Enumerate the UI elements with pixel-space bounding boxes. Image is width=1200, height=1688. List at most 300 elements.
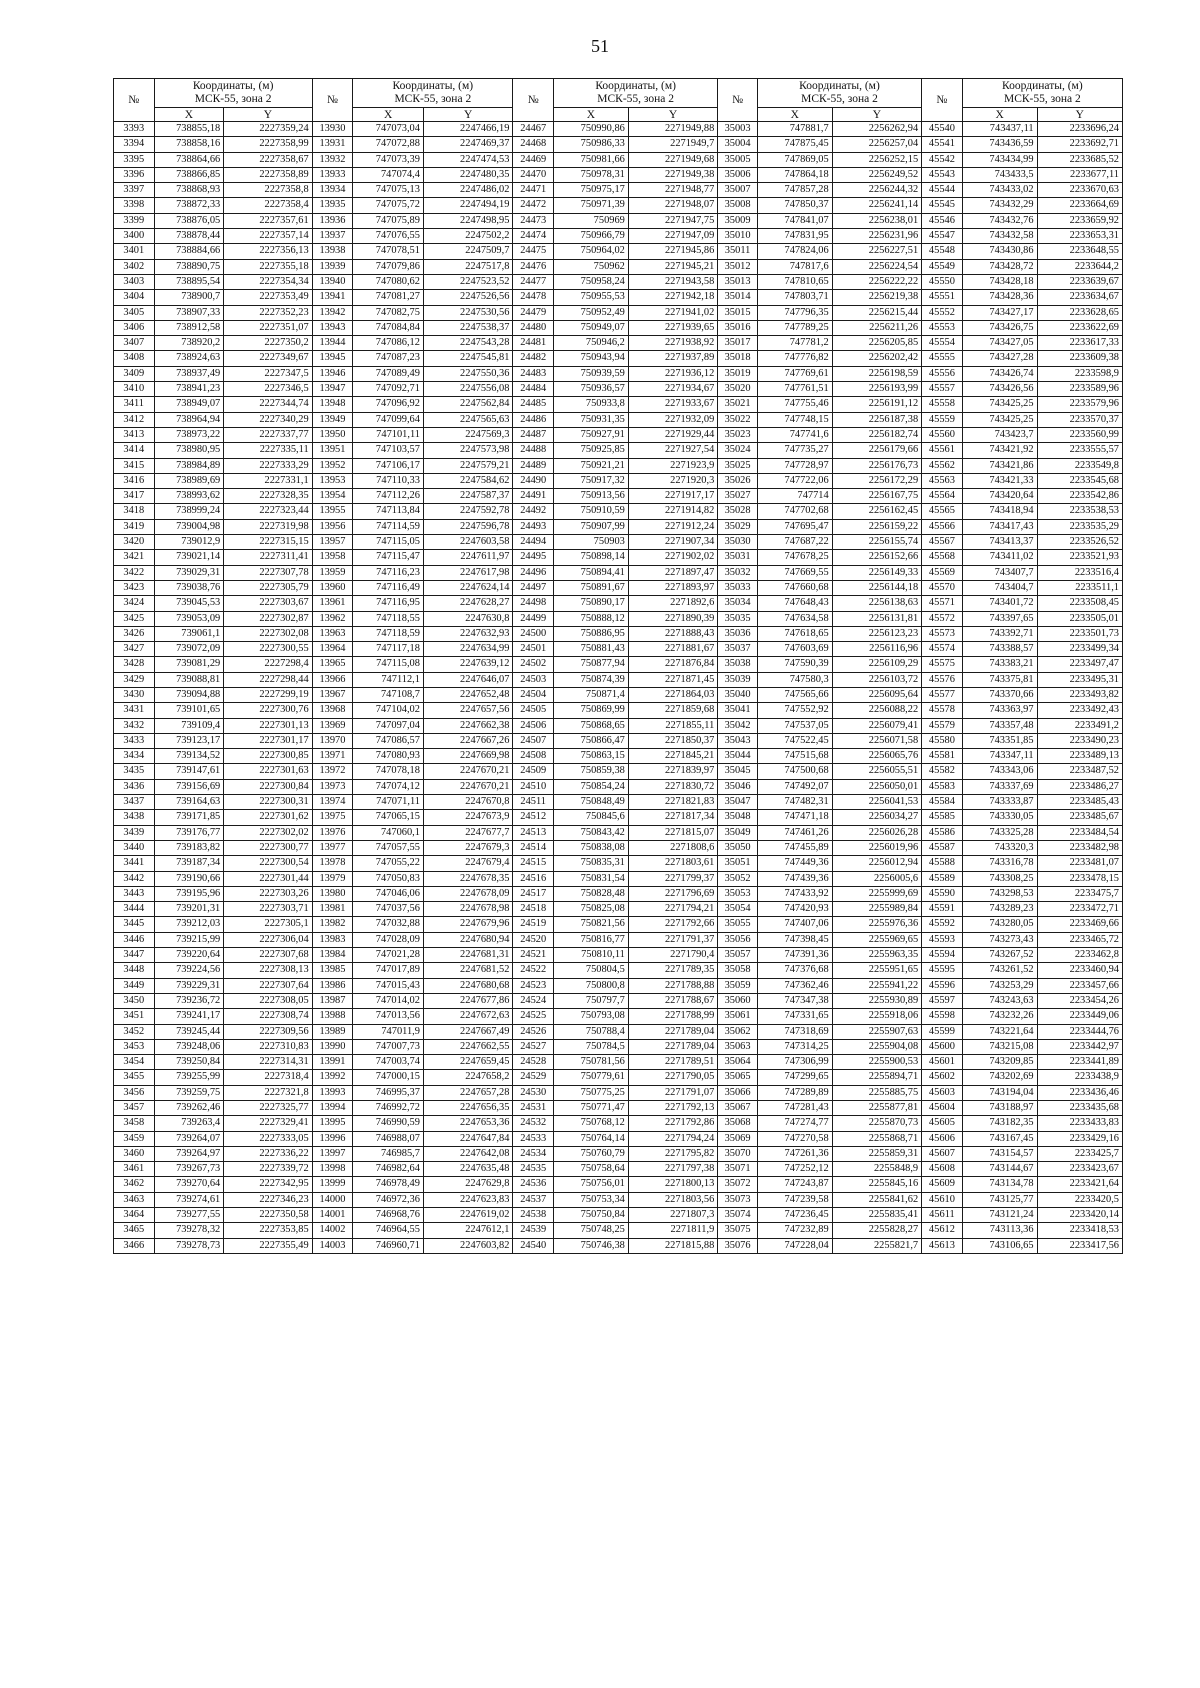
coord-x: 747391,36 <box>757 948 832 963</box>
coord-x: 743182,35 <box>962 1116 1037 1131</box>
coord-x: 750955,53 <box>553 290 628 305</box>
point-number: 45551 <box>922 290 963 305</box>
point-number: 3414 <box>114 443 155 458</box>
coord-x: 747000,15 <box>353 1070 424 1085</box>
coord-x: 743397,65 <box>962 611 1037 626</box>
table-row <box>114 443 1123 458</box>
point-number: 13988 <box>312 1009 353 1024</box>
point-number: 3393 <box>114 122 155 137</box>
coord-x: 747318,69 <box>757 1024 832 1039</box>
coord-x: 747072,88 <box>353 137 424 152</box>
coord-y: 2271907,34 <box>628 535 717 550</box>
coord-y: 2227358,89 <box>224 167 312 182</box>
coord-y: 2247653,36 <box>423 1116 512 1131</box>
point-number: 24517 <box>513 886 554 901</box>
coord-y: 2227308,05 <box>224 993 312 1008</box>
coord-y: 2256176,73 <box>832 458 921 473</box>
coord-x: 747471,18 <box>757 810 832 825</box>
table-row <box>114 1192 1123 1207</box>
coord-x: 743434,99 <box>962 152 1037 167</box>
point-number: 24507 <box>513 733 554 748</box>
coord-x: 747003,74 <box>353 1055 424 1070</box>
table-row <box>114 978 1123 993</box>
coord-y: 2271934,67 <box>628 382 717 397</box>
coord-x: 747113,84 <box>353 504 424 519</box>
coord-y: 2271938,92 <box>628 336 717 351</box>
coord-y: 2247617,98 <box>423 565 512 580</box>
table-row <box>114 244 1123 259</box>
point-number: 24539 <box>513 1223 554 1238</box>
coord-x: 747796,35 <box>757 305 832 320</box>
table-row <box>114 733 1123 748</box>
coord-x: 750804,5 <box>553 963 628 978</box>
coord-y: 2233677,11 <box>1037 167 1122 182</box>
table-row <box>114 764 1123 779</box>
coord-x: 747007,73 <box>353 1039 424 1054</box>
coord-x: 746995,37 <box>353 1085 424 1100</box>
coord-y: 2247670,21 <box>423 779 512 794</box>
coord-x: 746992,72 <box>353 1101 424 1116</box>
coord-y: 2271864,03 <box>628 687 717 702</box>
point-number: 3401 <box>114 244 155 259</box>
coord-y: 2233485,43 <box>1037 795 1122 810</box>
coord-y: 2271892,6 <box>628 596 717 611</box>
coord-y: 2271943,58 <box>628 274 717 289</box>
coord-y: 2247592,78 <box>423 504 512 519</box>
point-number: 13949 <box>312 412 353 427</box>
table-row <box>114 703 1123 718</box>
coord-y: 2247509,7 <box>423 244 512 259</box>
coord-y: 2271789,35 <box>628 963 717 978</box>
table-row <box>114 382 1123 397</box>
coord-x: 750821,56 <box>553 917 628 932</box>
coord-x: 743432,58 <box>962 229 1037 244</box>
point-number: 45560 <box>922 427 963 442</box>
point-number: 13983 <box>312 932 353 947</box>
point-number: 45553 <box>922 320 963 335</box>
coord-y: 2233420,5 <box>1037 1192 1122 1207</box>
coord-y: 2256252,15 <box>832 152 921 167</box>
point-number: 13969 <box>312 718 353 733</box>
coord-x: 739109,4 <box>154 718 224 733</box>
point-number: 45584 <box>922 795 963 810</box>
coord-x: 746972,36 <box>353 1192 424 1207</box>
coord-y: 2247662,55 <box>423 1039 512 1054</box>
coord-y: 2233622,69 <box>1037 320 1122 335</box>
coord-y: 2256257,04 <box>832 137 921 152</box>
coord-x: 747032,88 <box>353 917 424 932</box>
point-number: 45566 <box>922 519 963 534</box>
coord-y: 2256079,41 <box>832 718 921 733</box>
coord-y: 2271917,17 <box>628 489 717 504</box>
coord-y: 2271949,7 <box>628 137 717 152</box>
coord-y: 2233478,15 <box>1037 871 1122 886</box>
coord-x: 743426,74 <box>962 366 1037 381</box>
coord-x: 750816,77 <box>553 932 628 947</box>
coord-x: 747115,47 <box>353 550 424 565</box>
point-number: 45572 <box>922 611 963 626</box>
coord-x: 747086,57 <box>353 733 424 748</box>
point-number: 45563 <box>922 473 963 488</box>
coord-y: 2271871,45 <box>628 672 717 687</box>
coord-x: 750768,12 <box>553 1116 628 1131</box>
point-number: 3410 <box>114 382 155 397</box>
coord-x: 747080,62 <box>353 274 424 289</box>
point-number: 3433 <box>114 733 155 748</box>
coord-y: 2227299,19 <box>224 687 312 702</box>
point-number: 45599 <box>922 1024 963 1039</box>
point-number: 24528 <box>513 1055 554 1070</box>
coord-y: 2271949,68 <box>628 152 717 167</box>
point-number: 24527 <box>513 1039 554 1054</box>
coord-x: 743188,97 <box>962 1101 1037 1116</box>
header-x: X <box>757 108 832 122</box>
header-system-label: МСК-55, зона 2 <box>394 93 472 105</box>
point-number: 45550 <box>922 274 963 289</box>
coord-x: 739262,46 <box>154 1101 224 1116</box>
coord-y: 2271876,84 <box>628 657 717 672</box>
coord-y: 2227358,67 <box>224 152 312 167</box>
point-number: 13977 <box>312 840 353 855</box>
point-number: 3447 <box>114 948 155 963</box>
coord-y: 2247603,58 <box>423 535 512 550</box>
coord-x: 747714 <box>757 489 832 504</box>
coord-y: 2255907,63 <box>832 1024 921 1039</box>
point-number: 35034 <box>718 596 758 611</box>
point-number: 3435 <box>114 764 155 779</box>
coord-y: 2247584,62 <box>423 473 512 488</box>
coord-y: 2256019,96 <box>832 840 921 855</box>
coord-x: 747702,68 <box>757 504 832 519</box>
coord-x: 738868,93 <box>154 183 224 198</box>
coord-x: 747461,26 <box>757 825 832 840</box>
point-number: 45540 <box>922 122 963 137</box>
coord-y: 2247679,4 <box>423 856 512 871</box>
point-number: 3454 <box>114 1055 155 1070</box>
point-number: 24513 <box>513 825 554 840</box>
coord-x: 743404,7 <box>962 580 1037 595</box>
point-number: 13940 <box>312 274 353 289</box>
coord-x: 747073,04 <box>353 122 424 137</box>
coord-y: 2271788,99 <box>628 1009 717 1024</box>
coord-y: 2227303,67 <box>224 596 312 611</box>
point-number: 35069 <box>718 1131 758 1146</box>
coord-x: 743167,45 <box>962 1131 1037 1146</box>
coord-x: 747106,17 <box>353 458 424 473</box>
point-number: 35032 <box>718 565 758 580</box>
point-number: 45568 <box>922 550 963 565</box>
coord-x: 747228,04 <box>757 1238 832 1253</box>
coord-x: 747115,05 <box>353 535 424 550</box>
point-number: 45543 <box>922 167 963 182</box>
table-row <box>114 550 1123 565</box>
point-number: 24470 <box>513 167 554 182</box>
coord-y: 2255859,31 <box>832 1146 921 1161</box>
point-number: 35017 <box>718 336 758 351</box>
coord-y: 2227308,13 <box>224 963 312 978</box>
coord-y: 2233489,13 <box>1037 749 1122 764</box>
coord-x: 750869,99 <box>553 703 628 718</box>
coord-y: 2233685,52 <box>1037 152 1122 167</box>
coord-y: 2255885,75 <box>832 1085 921 1100</box>
coord-y: 2227305,79 <box>224 580 312 595</box>
coord-y: 2227346,5 <box>224 382 312 397</box>
point-number: 3413 <box>114 427 155 442</box>
point-number: 13955 <box>312 504 353 519</box>
header-coordinates <box>962 79 1122 108</box>
point-number: 35008 <box>718 198 758 213</box>
coord-x: 750925,85 <box>553 443 628 458</box>
coord-x: 750949,07 <box>553 320 628 335</box>
coord-x: 747580,3 <box>757 672 832 687</box>
coord-y: 2227347,5 <box>224 366 312 381</box>
point-number: 13989 <box>312 1024 353 1039</box>
coord-y: 2256167,75 <box>832 489 921 504</box>
table-row <box>114 320 1123 335</box>
point-number: 45558 <box>922 397 963 412</box>
point-number: 24512 <box>513 810 554 825</box>
coord-x: 743289,23 <box>962 902 1037 917</box>
point-number: 24509 <box>513 764 554 779</box>
coord-x: 747590,39 <box>757 657 832 672</box>
point-number: 35020 <box>718 382 758 397</box>
coord-x: 747824,06 <box>757 244 832 259</box>
table-row <box>114 580 1123 595</box>
point-number: 13992 <box>312 1070 353 1085</box>
coord-y: 2227301,13 <box>224 718 312 733</box>
coord-x: 743144,67 <box>962 1162 1037 1177</box>
point-number: 3445 <box>114 917 155 932</box>
coord-y: 2271790,4 <box>628 948 717 963</box>
coord-y: 2255835,41 <box>832 1208 921 1223</box>
point-number: 35074 <box>718 1208 758 1223</box>
coord-y: 2271839,97 <box>628 764 717 779</box>
coord-y: 2233508,45 <box>1037 596 1122 611</box>
coord-x: 747073,39 <box>353 152 424 167</box>
coord-y: 2233634,67 <box>1037 290 1122 305</box>
point-number: 45605 <box>922 1116 963 1131</box>
point-number: 3434 <box>114 749 155 764</box>
coord-y: 2233696,24 <box>1037 122 1122 137</box>
coord-x: 747735,27 <box>757 443 832 458</box>
header-y: Y <box>628 108 717 122</box>
coord-y: 2271794,21 <box>628 902 717 917</box>
coord-x: 750933,8 <box>553 397 628 412</box>
point-number: 45552 <box>922 305 963 320</box>
point-number: 3429 <box>114 672 155 687</box>
coord-y: 2247658,2 <box>423 1070 512 1085</box>
coord-y: 2256041,53 <box>832 795 921 810</box>
coord-y: 2227319,98 <box>224 519 312 534</box>
point-number: 24537 <box>513 1192 554 1207</box>
coord-y: 2247670,21 <box>423 764 512 779</box>
coord-x: 747850,37 <box>757 198 832 213</box>
coord-x: 747112,1 <box>353 672 424 687</box>
coord-x: 747565,66 <box>757 687 832 702</box>
coord-x: 747037,56 <box>353 902 424 917</box>
coord-x: 747695,47 <box>757 519 832 534</box>
coord-y: 2233501,73 <box>1037 626 1122 641</box>
point-number: 24532 <box>513 1116 554 1131</box>
table-row <box>114 1223 1123 1238</box>
table-row <box>114 473 1123 488</box>
coord-x: 750886,95 <box>553 626 628 641</box>
coord-y: 2233420,14 <box>1037 1208 1122 1223</box>
point-number: 45598 <box>922 1009 963 1024</box>
header-coordinates-label: Координаты, (м) <box>392 80 474 92</box>
point-number: 35051 <box>718 856 758 871</box>
coord-x: 747084,84 <box>353 320 424 335</box>
coord-y: 2256071,58 <box>832 733 921 748</box>
header-system-label: МСК-55, зона 2 <box>1003 93 1081 105</box>
coord-x: 738924,63 <box>154 351 224 366</box>
header-number: № <box>312 79 353 122</box>
point-number: 3419 <box>114 519 155 534</box>
point-number: 13939 <box>312 259 353 274</box>
point-number: 35024 <box>718 443 758 458</box>
coord-y: 2255821,7 <box>832 1238 921 1253</box>
point-number: 13950 <box>312 427 353 442</box>
point-number: 13965 <box>312 657 353 672</box>
coord-x: 738912,58 <box>154 320 224 335</box>
point-number: 3441 <box>114 856 155 871</box>
coord-y: 2233505,01 <box>1037 611 1122 626</box>
coord-x: 743194,04 <box>962 1085 1037 1100</box>
header-y: Y <box>423 108 512 122</box>
coord-y: 2256215,44 <box>832 305 921 320</box>
coord-y: 2271789,04 <box>628 1024 717 1039</box>
coord-y: 2247596,78 <box>423 519 512 534</box>
coord-y: 2256262,94 <box>832 122 921 137</box>
point-number: 24505 <box>513 703 554 718</box>
coord-x: 747075,72 <box>353 198 424 213</box>
coord-x: 738872,33 <box>154 198 224 213</box>
coord-x: 739088,81 <box>154 672 224 687</box>
table-row <box>114 1085 1123 1100</box>
coord-x: 747289,89 <box>757 1085 832 1100</box>
table-row <box>114 1070 1123 1085</box>
coord-x: 739101,65 <box>154 703 224 718</box>
coord-x: 747678,25 <box>757 550 832 565</box>
coord-x: 747096,92 <box>353 397 424 412</box>
point-number: 24500 <box>513 626 554 641</box>
coord-x: 747071,11 <box>353 795 424 810</box>
coord-y: 2233589,96 <box>1037 382 1122 397</box>
point-number: 24538 <box>513 1208 554 1223</box>
coord-y: 2233560,99 <box>1037 427 1122 442</box>
coord-y: 2255900,53 <box>832 1055 921 1070</box>
header-x: X <box>154 108 224 122</box>
coord-x: 747420,93 <box>757 902 832 917</box>
coord-x: 750760,79 <box>553 1146 628 1161</box>
point-number: 13948 <box>312 397 353 412</box>
point-number: 13951 <box>312 443 353 458</box>
point-number: 24506 <box>513 718 554 733</box>
point-number: 13995 <box>312 1116 353 1131</box>
coord-y: 2227346,23 <box>224 1192 312 1207</box>
coord-x: 747660,68 <box>757 580 832 595</box>
point-number: 35071 <box>718 1162 758 1177</box>
point-number: 3407 <box>114 336 155 351</box>
point-number: 35021 <box>718 397 758 412</box>
coord-x: 738984,89 <box>154 458 224 473</box>
coord-x: 743267,52 <box>962 948 1037 963</box>
point-number: 45555 <box>922 351 963 366</box>
coord-x: 743320,3 <box>962 840 1037 855</box>
point-number: 3436 <box>114 779 155 794</box>
point-number: 3400 <box>114 229 155 244</box>
coord-x: 743407,7 <box>962 565 1037 580</box>
coord-y: 2271927,54 <box>628 443 717 458</box>
coord-x: 747081,27 <box>353 290 424 305</box>
coord-y: 2271807,3 <box>628 1208 717 1223</box>
point-number: 45591 <box>922 902 963 917</box>
coord-y: 2247678,98 <box>423 902 512 917</box>
coord-x: 747331,65 <box>757 1009 832 1024</box>
coord-y: 2256224,54 <box>832 259 921 274</box>
header-number: № <box>114 79 155 122</box>
point-number: 45594 <box>922 948 963 963</box>
table-row <box>114 840 1123 855</box>
coord-y: 2227301,17 <box>224 733 312 748</box>
point-number: 45610 <box>922 1192 963 1207</box>
coord-x: 747881,7 <box>757 122 832 137</box>
point-number: 3448 <box>114 963 155 978</box>
coord-y: 2271914,82 <box>628 504 717 519</box>
coord-x: 743417,43 <box>962 519 1037 534</box>
coord-y: 2255841,62 <box>832 1192 921 1207</box>
coord-y: 2227339,72 <box>224 1162 312 1177</box>
coord-x: 750835,31 <box>553 856 628 871</box>
coord-x: 747781,2 <box>757 336 832 351</box>
coord-y: 2247517,8 <box>423 259 512 274</box>
point-number: 45592 <box>922 917 963 932</box>
point-number: 13979 <box>312 871 353 886</box>
point-number: 13987 <box>312 993 353 1008</box>
point-number: 24473 <box>513 213 554 228</box>
coord-x: 738907,33 <box>154 305 224 320</box>
point-number: 35010 <box>718 229 758 244</box>
point-number: 13963 <box>312 626 353 641</box>
table-row <box>114 932 1123 947</box>
point-number: 45574 <box>922 642 963 657</box>
coord-x: 739176,77 <box>154 825 224 840</box>
coord-y: 2227309,56 <box>224 1024 312 1039</box>
point-number: 24520 <box>513 932 554 947</box>
table-row <box>114 137 1123 152</box>
coord-y: 2227300,77 <box>224 840 312 855</box>
coord-y: 2256149,33 <box>832 565 921 580</box>
point-number: 45541 <box>922 137 963 152</box>
point-number: 13933 <box>312 167 353 182</box>
coord-x: 739094,88 <box>154 687 224 702</box>
point-number: 3418 <box>114 504 155 519</box>
table-row <box>114 122 1123 137</box>
coord-x: 747116,95 <box>353 596 424 611</box>
coord-y: 2255999,69 <box>832 886 921 901</box>
table-body <box>114 122 1123 1254</box>
coord-y: 2247678,09 <box>423 886 512 901</box>
point-number: 35043 <box>718 733 758 748</box>
coord-y: 2233492,43 <box>1037 703 1122 718</box>
coord-y: 2256095,64 <box>832 687 921 702</box>
coord-y: 2227350,2 <box>224 336 312 351</box>
point-number: 24525 <box>513 1009 554 1024</box>
coord-y: 2233538,53 <box>1037 504 1122 519</box>
point-number: 13961 <box>312 596 353 611</box>
point-number: 35015 <box>718 305 758 320</box>
coord-x: 743436,59 <box>962 137 1037 152</box>
